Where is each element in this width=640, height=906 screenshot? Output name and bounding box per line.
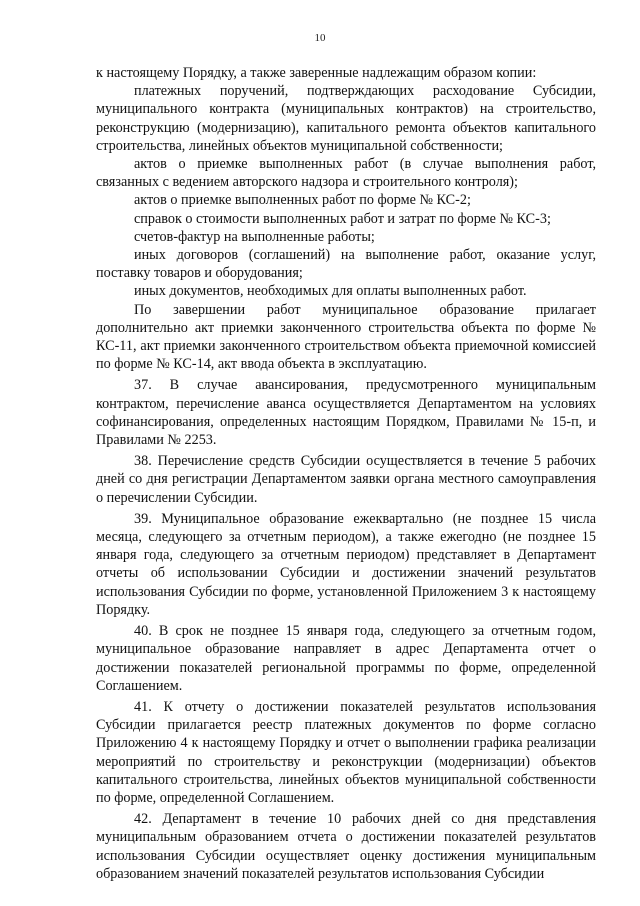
paragraph-42: 42. Департамент в течение 10 рабочих дней со дня представления муниципальным образованием отчета о достижении показателей результатов использования Субсидии осуществляет оценку достижения муниципальным образованием значений показателей результатов использования Субсидии	[96, 811, 596, 882]
paragraph-intro: к настоящему Порядку, а также заверенные надлежащим образом копии:	[96, 65, 537, 81]
document-body	[96, 64, 596, 883]
paragraph-41: 41. К отчету о достижении показателей результатов использования Субсидии прилагается реестр платежных документов по форме согласно Приложению 4 к настоящему Порядку и отчет о выполнении графика реализации мероприятий по строительству и реконструкции (модернизации) объектов капитального строительства, линейных объектов муниципальной собственности по форме, определенной Соглашением.	[96, 698, 596, 806]
list-item-other-contracts: иных договоров (соглашений) на выполнение работ, оказание услуг, поставку товаров и оборудования;	[96, 247, 596, 282]
list-item-payment-orders: платежных поручений, подтверждающих расходование Субсидии, муниципального контракта (муниципальных контрактов) на строительство, реконструкцию (модернизацию), капитального ремонта объектов капитального строительства, линейных объектов муниципальной собственности;	[96, 83, 596, 154]
paragraph-40: 40. В срок не позднее 15 января года, следующего за отчетным годом, муниципальное образование направляет в адрес Департамента отчет о достижении показателей региональной программы по форме, определенной Соглашением.	[96, 623, 596, 694]
list-item-other-documents: иных документов, необходимых для оплаты выполненных работ.	[134, 283, 527, 300]
list-item-acceptance-acts: актов о приемке выполненных работ (в случае выполнения работ, связанных с ведением авторского надзора и строительного контроля);	[96, 156, 596, 191]
paragraph-completion: По завершении работ муниципальное образование прилагает дополнительно акт приемки законченного строительства объекта по форме № КС-11, акт приемки законченного строительством объекта приемочной комиссией по форме № КС-14, акт ввода объекта в эксплуатацию.	[96, 301, 596, 373]
paragraph-37: 37. В случае авансирования, предусмотренного муниципальным контрактом, перечисление аванса осуществляется Департаментом на условиях софинансирования, определенных настоящим Порядком, Правилами № 15-п, и Правилами № 2253.	[96, 377, 596, 449]
list-item-ks3: справок о стоимости выполненных работ и затрат по форме № КС-3;	[134, 210, 551, 227]
page-number: 10	[314, 32, 326, 44]
paragraph-39: 39. Муниципальное образование ежеквартально (не позднее 15 числа месяца, следующего за отчетным периодом), а также ежегодно (не позднее 15 января года, следующего за отчетным периодом) представляет в Департамент отчеты об использовании Субсидии и достижении значений результатов использования Субсидии по форме, установленной Приложением 3 к настоящему Порядку.	[96, 510, 596, 618]
list-item-invoices: счетов-фактур на выполненные работы;	[134, 228, 375, 245]
paragraph-38: 38. Перечисление средств Субсидии осуществляется в течение 5 рабочих дней со дня регистрации Департаментом заявки органа местного самоуправления о перечислении Субсидии.	[96, 453, 596, 506]
list-item-ks2: актов о приемке выполненных работ по форме № КС-2;	[134, 192, 471, 209]
